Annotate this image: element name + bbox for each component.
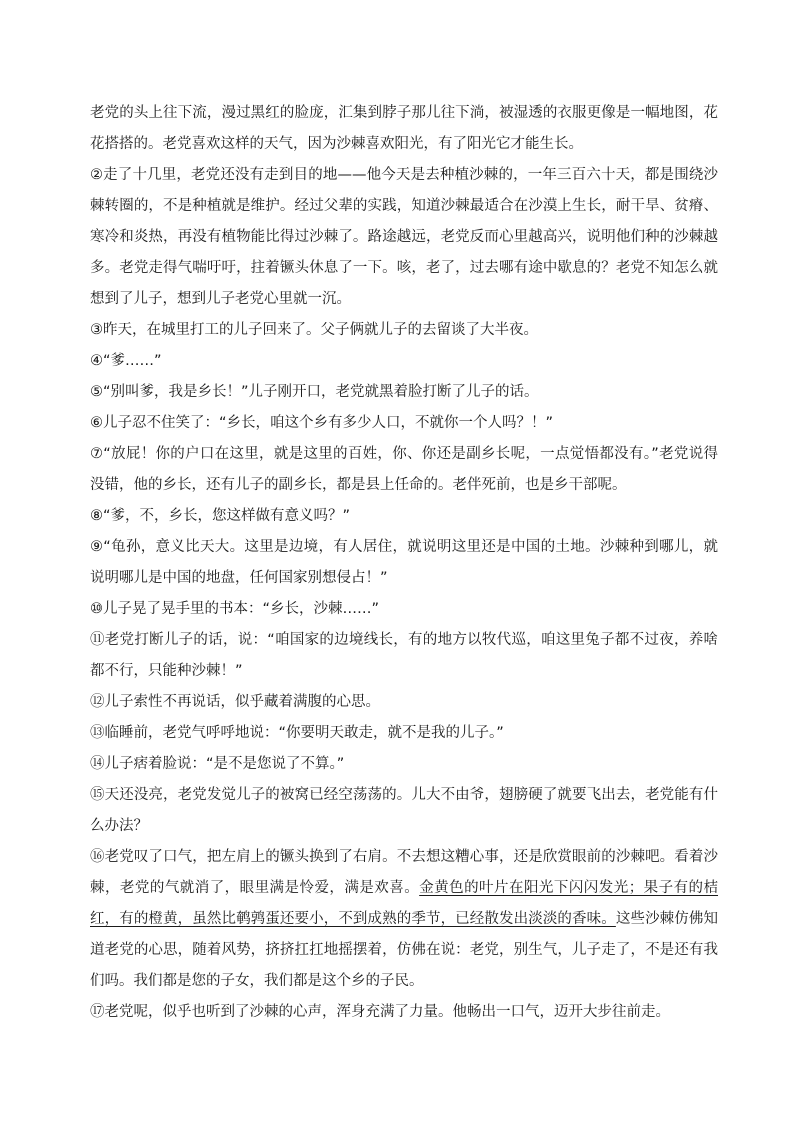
paragraph-text: ⑬临睡前，老党气呼呼地说：“你要明天敢走，就不是我的儿子。” (90, 725, 504, 741)
paragraph-text: ⑫儿子索性不再说话，似乎藏着满腹的心思。 (90, 694, 380, 710)
paragraph-text: ⑩儿子晃了晃手里的书本：“乡长，沙棘……” (90, 601, 380, 617)
paragraph-16 (90, 842, 718, 997)
paragraph-8 (90, 501, 718, 532)
paragraph-text: ⑰老党呢，似乎也听到了沙棘的心声，浑身充满了力量。他畅出一口气，迈开大步往前走。 (90, 1004, 670, 1020)
paragraph-13 (90, 718, 718, 749)
paragraph-1 (90, 98, 718, 160)
paragraph-text: ⑯老党叹了口气，把左肩上的镢头换到了右肩。不去想这糟心事，还是欣赏眼前的沙棘吧。看着沙棘，老党的气就消了，眼里满是怜爱，满是欢喜。 (90, 849, 718, 896)
paragraph-text: ⑦“放屁！你的户口在这里，就是这里的百姓，你、你还是副乡长呢，一点觉悟都没有。”老党说得没错，他的乡长，还有儿子的副乡长，都是县上任命的。老伴死前，也是乡干部呢。 (90, 446, 718, 493)
paragraph-text: ②走了十几里，老党还没有走到目的地——他今天是去种植沙棘的，一年三百六十天，都是围绕沙棘转圈的，不是种植就是维护。经过父辈的实践，知道沙棘最适合在沙漠上生长，耐干旱、贫瘠、寒冷和炎热，再没有植物能比得过沙棘了。路途越远，老党反而心里越高兴，说明他们种的沙棘越多。老党走得气喘吁吁，拄着镢头休息了一下。咳，老了，过去哪有途中歇息的？老党不知怎么就想到了儿子，想到儿子老党心里就一沉。 (90, 167, 718, 307)
paragraph-text: ⑧“爹，不，乡长，您这样做有意义吗？” (90, 508, 351, 524)
paragraph-text: ⑨“龟孙，意义比天大。这里是边境，有人居住，就说明这里还是中国的土地。沙棘种到哪儿，就说明哪儿是中国的地盘，任何国家别想侵占！” (90, 539, 718, 586)
underlined-text: 金黄色的叶片在阳光下闪闪发光；果子有的桔红，有的橙黄，虽然比鹌鹑蛋还要小，不到成熟的季节，已经散发出淡淡的香味。 (90, 880, 719, 927)
paragraph-3 (90, 315, 718, 346)
paragraph-2 (90, 160, 718, 315)
paragraph-11 (90, 625, 718, 687)
paragraph-text: ⑭儿子痞着脸说：“是不是您说了不算。” (90, 756, 345, 772)
paragraph-text: ⑮天还没亮，老党发觉儿子的被窝已经空荡荡的。儿大不由爷，翅膀硬了就要飞出去，老党能有什么办法？ (90, 787, 718, 834)
paragraph-text: ⑥儿子忍不住笑了：“乡长，咱这个乡有多少人口，不就你一个人吗？！” (90, 415, 554, 431)
paragraph-text: 老党的头上往下流，漫过黑红的脸庞，汇集到脖子那儿往下淌，被湿透的衣服更像是一幅地图，花花搭搭的。老党喜欢这样的天气，因为沙棘喜欢阳光，有了阳光它才能生长。 (90, 105, 718, 152)
paragraph-4 (90, 346, 718, 377)
paragraph-6 (90, 408, 718, 439)
paragraph-14 (90, 749, 718, 780)
document-body (90, 98, 718, 1028)
paragraph-17 (90, 997, 718, 1028)
paragraph-text: ③昨天，在城里打工的儿子回来了。父子俩就儿子的去留谈了大半夜。 (90, 322, 538, 338)
paragraph-text: 这些沙棘仿佛知道老党的心思，随着风势，挤挤扛扛地摇摆着，仿佛在说：老党，别生气，儿子走了，不是还有我们吗。我们都是您的子女，我们都是这个乡的子民。 (90, 911, 719, 989)
paragraph-7 (90, 439, 718, 501)
paragraph-12 (90, 687, 718, 718)
paragraph-text: ⑪老党打断儿子的话，说：“咱国家的边境线长，有的地方以牧代巡，咱这里兔子都不过夜，养啥都不行，只能种沙棘！” (90, 632, 718, 679)
paragraph-5 (90, 377, 718, 408)
paragraph-text: ④“爹……” (90, 353, 162, 369)
paragraph-10 (90, 594, 718, 625)
paragraph-text: ⑤“别叫爹，我是乡长！”儿子刚开口，老党就黑着脸打断了儿子的话。 (90, 384, 539, 400)
paragraph-9 (90, 532, 718, 594)
paragraph-15 (90, 780, 718, 842)
